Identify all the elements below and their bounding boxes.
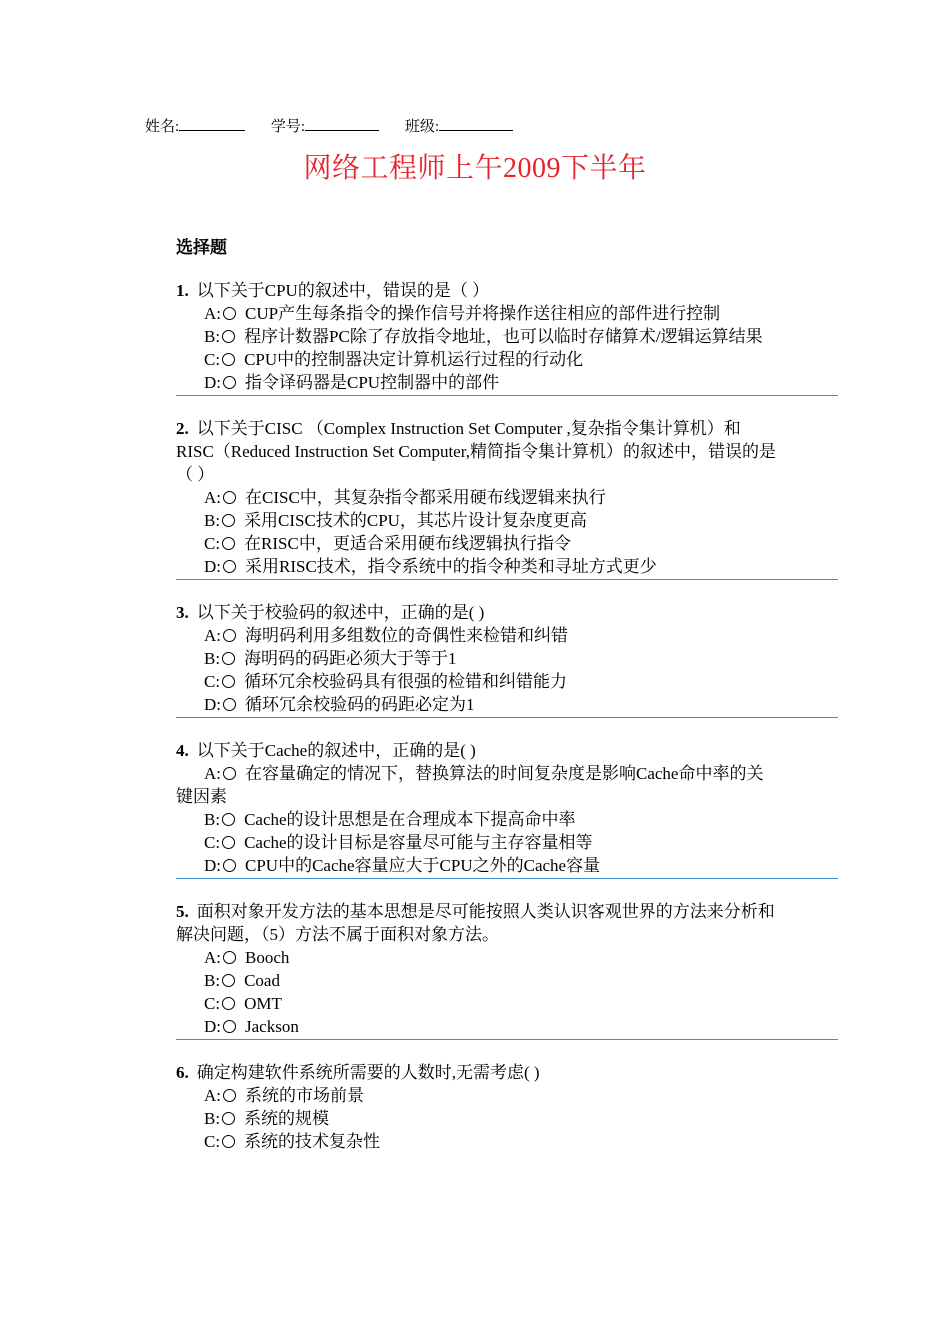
option-text: 系统的规模 — [244, 1109, 330, 1128]
option-letter: A: — [204, 764, 221, 783]
option-a[interactable] — [176, 1084, 776, 1107]
option-letter: B: — [204, 1109, 221, 1128]
option-letter: C: — [204, 833, 221, 852]
question-stem — [176, 601, 776, 624]
radio-icon[interactable] — [223, 767, 236, 780]
radio-icon[interactable] — [223, 698, 236, 711]
option-letter: C: — [204, 534, 221, 553]
question-number: 3. — [176, 603, 189, 622]
question-text: 面积对象开发方法的基本思想是尽可能按照人类认识客观世界的方法来分析和解决问题，（5）方法不属于面积对象方法。 — [176, 902, 775, 944]
option-c[interactable] — [176, 670, 776, 693]
option-text: Coad — [244, 971, 280, 990]
option-text: Jackson — [245, 1017, 299, 1036]
radio-icon[interactable] — [222, 997, 235, 1010]
option-text: 采用RISC技术，指令系统中的指令种类和寻址方式更少 — [245, 557, 657, 576]
question-text: 以下关于CISC （Complex Instruction Set Computer ,复杂指令集计算机）和RISC（Reduced Instruction Set Computer,精简指令集计算机）的叙述中，错误的是（ ） — [176, 419, 776, 484]
option-c[interactable] — [176, 532, 776, 555]
option-letter: D: — [204, 557, 221, 576]
option-c[interactable] — [176, 1130, 776, 1153]
question-number: 1. — [176, 281, 189, 300]
option-b[interactable] — [176, 808, 776, 831]
radio-icon[interactable] — [222, 652, 235, 665]
name-blank[interactable] — [179, 116, 245, 131]
question-4 — [176, 739, 838, 879]
option-text: 循环冗余校验码具有很强的检错和纠错能力 — [244, 672, 568, 691]
option-d[interactable] — [176, 371, 776, 394]
option-c[interactable] — [176, 992, 776, 1015]
question-stem — [176, 1061, 776, 1084]
option-c[interactable] — [176, 831, 776, 854]
question-stem — [176, 279, 776, 302]
radio-icon[interactable] — [223, 491, 236, 504]
page-title: 网络工程师上午2009下半年 — [303, 153, 647, 184]
option-d[interactable] — [176, 555, 776, 578]
option-text: Booch — [245, 948, 290, 967]
question-number: 4. — [176, 741, 189, 760]
question-text: 确定构建软件系统所需要的人数时,无需考虑( ) — [196, 1063, 540, 1082]
class-label: 班级: — [404, 119, 440, 135]
student-id-label: 学号: — [270, 119, 306, 135]
radio-icon[interactable] — [222, 675, 235, 688]
option-text: 海明码利用多组数位的奇偶性来检错和纠错 — [245, 626, 568, 645]
option-letter: C: — [204, 672, 221, 691]
option-text: 在CISC中，其复杂指令都采用硬布线逻辑来执行 — [245, 488, 606, 507]
question-text: 以下关于CPU的叙述中，错误的是（ ） — [196, 281, 490, 300]
student-id-blank[interactable] — [305, 116, 379, 131]
option-a[interactable] — [176, 946, 776, 969]
option-text: 系统的市场前景 — [245, 1086, 364, 1105]
option-letter: B: — [204, 971, 221, 990]
radio-icon[interactable] — [223, 1089, 236, 1102]
question-1 — [176, 279, 838, 396]
option-c[interactable] — [176, 348, 776, 371]
question-6 — [176, 1061, 838, 1154]
radio-icon[interactable] — [223, 560, 236, 573]
option-letter: C: — [204, 1132, 221, 1151]
question-text: 以下关于校验码的叙述中，正确的是( ) — [196, 603, 485, 622]
option-letter: B: — [204, 649, 221, 668]
option-b[interactable] — [176, 969, 776, 992]
radio-icon[interactable] — [223, 859, 236, 872]
option-letter: A: — [204, 1086, 221, 1105]
option-text: OMT — [244, 994, 282, 1013]
option-b[interactable] — [176, 509, 776, 532]
radio-icon[interactable] — [223, 1020, 236, 1033]
question-number: 6. — [176, 1063, 189, 1082]
option-text: 海明码的码距必须大于等于1 — [244, 649, 457, 668]
option-letter: B: — [204, 327, 221, 346]
option-letter: A: — [204, 626, 221, 645]
option-d[interactable] — [176, 1015, 776, 1038]
radio-icon[interactable] — [223, 629, 236, 642]
option-letter: A: — [204, 488, 221, 507]
option-text: 在容量确定的情况下，替换算法的时间复杂度是影响Cache命中率的关键因素 — [176, 764, 764, 806]
radio-icon[interactable] — [222, 836, 235, 849]
name-field — [145, 115, 245, 136]
question-3 — [176, 601, 838, 718]
option-text: CPU中的控制器决定计算机运行过程的行动化 — [244, 350, 584, 369]
option-letter: B: — [204, 810, 221, 829]
option-text: 指令译码器是CPU控制器中的部件 — [245, 373, 500, 392]
question-stem — [176, 739, 776, 762]
option-a[interactable] — [176, 624, 776, 647]
option-text: CPU中的Cache容量应大于CPU之外的Cache容量 — [245, 856, 601, 875]
option-text: 程序计数器PC除了存放指令地址，也可以临时存储算术/逻辑运算结果 — [244, 327, 763, 346]
question-list — [176, 279, 838, 1175]
option-a[interactable] — [176, 762, 776, 808]
question-number: 5. — [176, 902, 189, 921]
radio-icon[interactable] — [222, 514, 235, 527]
radio-icon[interactable] — [222, 537, 235, 550]
option-a[interactable] — [176, 302, 776, 325]
radio-icon[interactable] — [222, 813, 235, 826]
option-letter: C: — [204, 350, 221, 369]
radio-icon[interactable] — [223, 951, 236, 964]
radio-icon[interactable] — [222, 1135, 235, 1148]
option-letter: D: — [204, 695, 221, 714]
option-letter: B: — [204, 511, 221, 530]
option-text: 采用CISC技术的CPU，其芯片设计复杂度更高 — [244, 511, 587, 530]
option-letter: A: — [204, 948, 221, 967]
option-letter: C: — [204, 994, 221, 1013]
student-id-field — [271, 115, 379, 136]
class-blank[interactable] — [439, 116, 513, 131]
radio-icon[interactable] — [223, 376, 236, 389]
option-b[interactable] — [176, 325, 776, 348]
radio-icon[interactable] — [223, 307, 236, 320]
radio-icon[interactable] — [222, 353, 235, 366]
option-text: 系统的技术复杂性 — [244, 1132, 381, 1151]
student-info-fields — [145, 115, 535, 136]
option-letter: A: — [204, 304, 221, 323]
option-d[interactable] — [176, 693, 776, 716]
question-5 — [176, 900, 838, 1040]
option-text: CUP产生每条指令的操作信号并将操作送往相应的部件进行控制 — [245, 304, 721, 323]
option-a[interactable] — [176, 486, 776, 509]
option-text: Cache的设计思想是在合理成本下提高命中率 — [244, 810, 576, 829]
option-letter: D: — [204, 1017, 221, 1036]
name-label: 姓名: — [145, 119, 180, 135]
option-d[interactable] — [176, 854, 776, 877]
question-stem — [176, 417, 776, 486]
question-text: 以下关于Cache的叙述中，正确的是( ) — [196, 741, 476, 760]
question-stem — [176, 900, 776, 946]
radio-icon[interactable] — [222, 974, 235, 987]
radio-icon[interactable] — [222, 1112, 235, 1125]
option-text: Cache的设计目标是容量尽可能与主存容量相等 — [244, 833, 593, 852]
radio-icon[interactable] — [222, 330, 235, 343]
class-field — [405, 115, 513, 136]
option-text: 循环冗余校验码的码距必定为1 — [245, 695, 475, 714]
option-text: 在RISC中，更适合采用硬布线逻辑执行指令 — [244, 534, 571, 553]
option-b[interactable] — [176, 1107, 776, 1130]
question-number: 2. — [176, 419, 189, 438]
question-2 — [176, 417, 838, 580]
option-letter: D: — [204, 856, 221, 875]
option-b[interactable] — [176, 647, 776, 670]
section-title: 选择题 — [176, 238, 227, 257]
option-letter: D: — [204, 373, 221, 392]
